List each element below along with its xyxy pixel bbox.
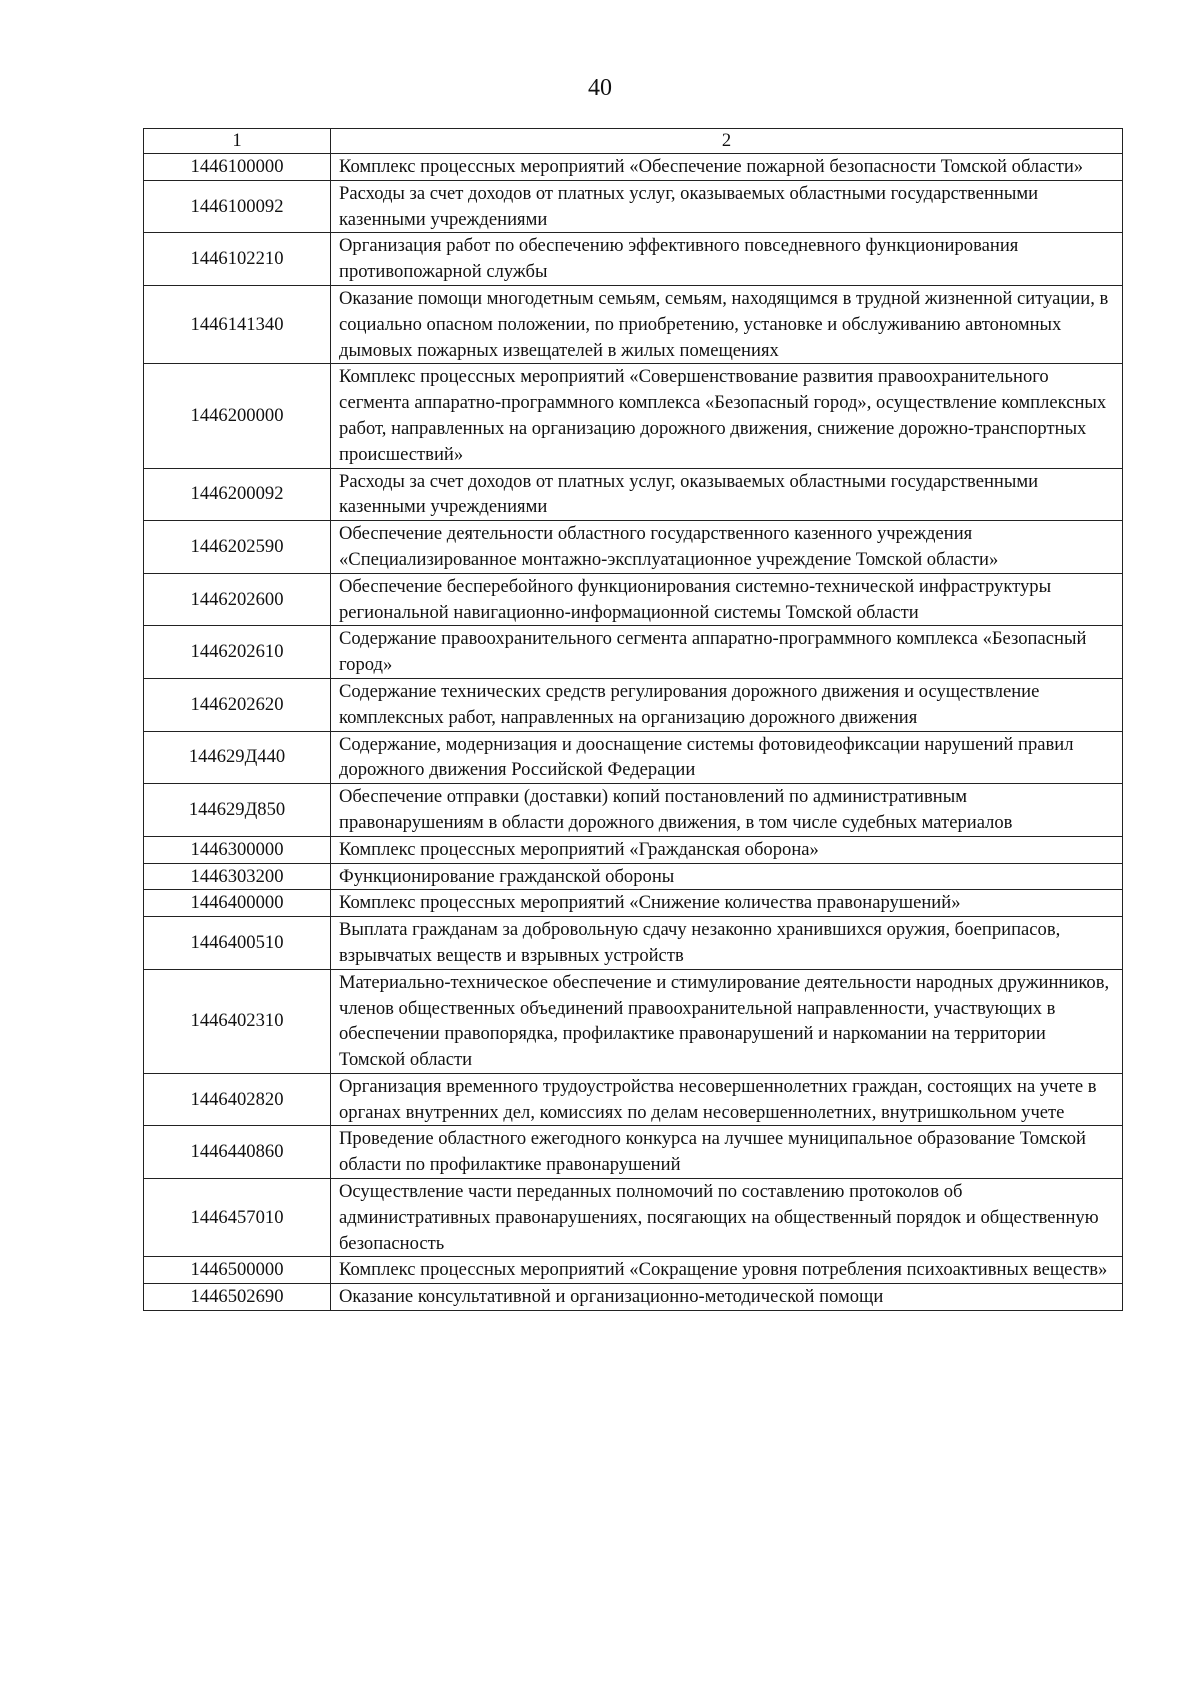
description-cell: Оказание консультативной и организационно-методической помощи: [331, 1284, 1123, 1311]
table-row: [144, 917, 1123, 970]
code-cell: 144629Д440: [144, 731, 331, 784]
description-cell: Материально-техническое обеспечение и стимулирование деятельности народных дружинников, членов общественных объединений правоохранительной направленности, участвующих в обеспечении правопорядка, профилактике правонарушений и наркомании на территории Томской области: [331, 969, 1123, 1073]
code-cell: 1446202590: [144, 521, 331, 574]
table-row: [144, 468, 1123, 521]
code-cell: 1446102210: [144, 233, 331, 286]
table-row: [144, 678, 1123, 731]
table-row: [144, 1073, 1123, 1126]
code-cell: 1446202620: [144, 678, 331, 731]
table-header-row: [144, 129, 1123, 154]
description-cell: Функционирование гражданской обороны: [331, 863, 1123, 890]
table-row: [144, 731, 1123, 784]
description-cell: Обеспечение отправки (доставки) копий постановлений по административным правонарушениям в области дорожного движения, в том числе судебных материалов: [331, 784, 1123, 837]
table-row: [144, 836, 1123, 863]
description-cell: Расходы за счет доходов от платных услуг, оказываемых областными государственными казенными учреждениями: [331, 468, 1123, 521]
column-header-code: 1: [144, 129, 331, 154]
code-cell: 1446303200: [144, 863, 331, 890]
table-row: [144, 154, 1123, 181]
code-cell: 1446100000: [144, 154, 331, 181]
code-cell: 1446400000: [144, 890, 331, 917]
table-row: [144, 863, 1123, 890]
code-cell: 144629Д850: [144, 784, 331, 837]
description-cell: Расходы за счет доходов от платных услуг, оказываемых областными государственными казенными учреждениями: [331, 180, 1123, 233]
description-cell: Комплекс процессных мероприятий «Снижение количества правонарушений»: [331, 890, 1123, 917]
table-row: [144, 285, 1123, 363]
table-row: [144, 1284, 1123, 1311]
table-row: [144, 969, 1123, 1073]
code-cell: 1446200092: [144, 468, 331, 521]
code-cell: 1446402820: [144, 1073, 331, 1126]
description-cell: Содержание, модернизация и дооснащение системы фотовидеофиксации нарушений правил дорожного движения Российской Федерации: [331, 731, 1123, 784]
description-cell: Комплекс процессных мероприятий «Совершенствование развития правоохранительного сегмента аппаратно-программного комплекса «Безопасный город», осуществление комплексных работ, направленных на организацию дорожного движения, снижение дорожно-транспортных происшествий»: [331, 364, 1123, 468]
code-cell: 1446502690: [144, 1284, 331, 1311]
description-cell: Организация временного трудоустройства несовершеннолетних граждан, состоящих на учете в органах внутренних дел, комиссиях по делам несовершеннолетних, внутришкольном учете: [331, 1073, 1123, 1126]
description-cell: Содержание правоохранительного сегмента аппаратно-программного комплекса «Безопасный город»: [331, 626, 1123, 679]
code-cell: 1446500000: [144, 1257, 331, 1284]
code-cell: 1446300000: [144, 836, 331, 863]
description-cell: Комплекс процессных мероприятий «Сокращение уровня потребления психоактивных веществ»: [331, 1257, 1123, 1284]
description-cell: Осуществление части переданных полномочий по составлению протоколов об административных правонарушениях, посягающих на общественный порядок и общественную безопасность: [331, 1179, 1123, 1257]
code-cell: 1446402310: [144, 969, 331, 1073]
description-cell: Обеспечение деятельности областного государственного казенного учреждения «Специализированное монтажно-эксплуатационное учреждение Томской области»: [331, 521, 1123, 574]
table-row: [144, 233, 1123, 286]
table-row: [144, 784, 1123, 837]
description-cell: Содержание технических средств регулирования дорожного движения и осуществление комплексных работ, направленных на организацию дорожного движения: [331, 678, 1123, 731]
code-cell: 1446141340: [144, 285, 331, 363]
description-cell: Организация работ по обеспечению эффективного повседневного функционирования противопожарной службы: [331, 233, 1123, 286]
table-row: [144, 364, 1123, 468]
code-cell: 1446202600: [144, 573, 331, 626]
code-cell: 1446200000: [144, 364, 331, 468]
table-row: [144, 521, 1123, 574]
table-row: [144, 1126, 1123, 1179]
page-number: 40: [588, 75, 612, 101]
budget-code-table: [143, 128, 1123, 1311]
description-cell: Выплата гражданам за добровольную сдачу незаконно хранившихся оружия, боеприпасов, взрывчатых веществ и взрывных устройств: [331, 917, 1123, 970]
description-cell: Проведение областного ежегодного конкурса на лучшее муниципальное образование Томской области по профилактике правонарушений: [331, 1126, 1123, 1179]
table-row: [144, 1257, 1123, 1284]
code-cell: 1446457010: [144, 1179, 331, 1257]
code-cell: 1446100092: [144, 180, 331, 233]
code-cell: 1446400510: [144, 917, 331, 970]
table-row: [144, 626, 1123, 679]
table-row: [144, 890, 1123, 917]
code-cell: 1446202610: [144, 626, 331, 679]
table-row: [144, 1179, 1123, 1257]
description-cell: Обеспечение бесперебойного функционирования системно-технической инфраструктуры региональной навигационно-информационной системы Томской области: [331, 573, 1123, 626]
description-cell: Комплекс процессных мероприятий «Обеспечение пожарной безопасности Томской области»: [331, 154, 1123, 181]
description-cell: Комплекс процессных мероприятий «Гражданская оборона»: [331, 836, 1123, 863]
code-cell: 1446440860: [144, 1126, 331, 1179]
column-header-description: 2: [331, 129, 1123, 154]
table-row: [144, 573, 1123, 626]
description-cell: Оказание помощи многодетным семьям, семьям, находящимся в трудной жизненной ситуации, в социально опасном положении, по приобретению, установке и обслуживанию автономных дымовых пожарных извещателей в жилых помещениях: [331, 285, 1123, 363]
table-row: [144, 180, 1123, 233]
